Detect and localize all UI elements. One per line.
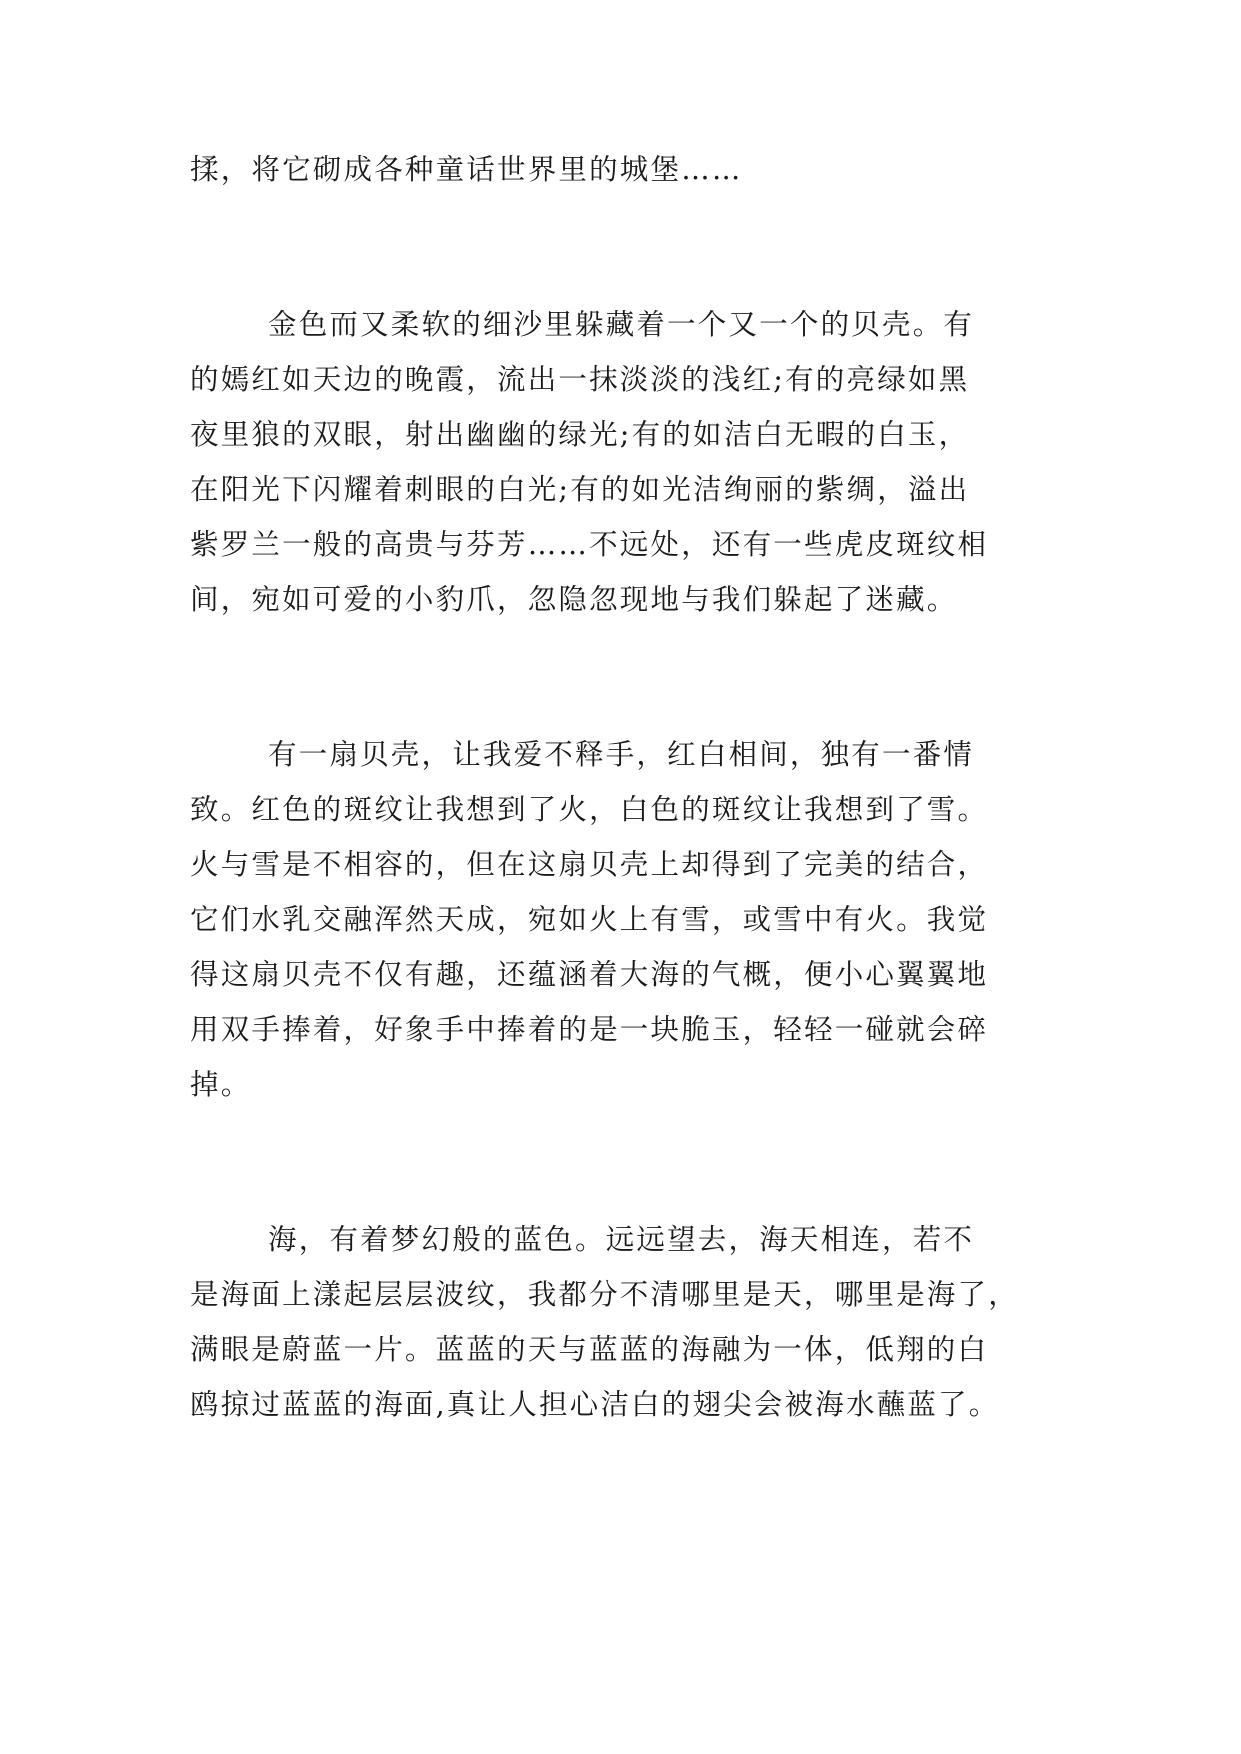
paragraph-2-line-6: 间，宛如可爱的小豹爪，忽隐忽现地与我们躲起了迷藏。 bbox=[190, 583, 958, 616]
paragraph-4-line-1: 海，有着梦幻般的蓝色。远远望去，海天相连，若不 bbox=[268, 1223, 975, 1256]
paragraph-2-line-2: 的嫣红如天边的晚霞，流出一抹淡淡的浅红;有的亮绿如黑 bbox=[190, 363, 970, 396]
paragraph-3-line-4: 它们水乳交融浑然天成，宛如火上有雪，或雪中有火。我觉 bbox=[190, 903, 989, 936]
paragraph-4-line-3: 满眼是蔚蓝一片。蓝蓝的天与蓝蓝的海融为一体，低翔的白 bbox=[190, 1333, 989, 1366]
paragraph-2-line-5: 紫罗兰一般的高贵与芬芳……不远处，还有一些虎皮斑纹相 bbox=[190, 528, 989, 561]
paragraph-3-line-7: 掉。 bbox=[190, 1068, 252, 1101]
paragraph-3-line-5: 得这扇贝壳不仅有趣，还蕴涵着大海的气概，便小心翼翼地 bbox=[190, 958, 989, 991]
paragraph-2-line-3: 夜里狼的双眼，射出幽幽的绿光;有的如洁白无暇的白玉， bbox=[190, 418, 970, 451]
paragraph-3-line-3: 火与雪是不相容的，但在这扇贝壳上却得到了完美的结合， bbox=[190, 848, 989, 881]
paragraph-1-line-1: 揉，将它砌成各种童话世界里的城堡…… bbox=[190, 153, 743, 186]
paragraph-3-line-6: 用双手捧着，好象手中捧着的是一块脆玉，轻轻一碰就会碎 bbox=[190, 1013, 989, 1046]
paragraph-4-line-4: 鸥掠过蓝蓝的海面,真让人担心洁白的翅尖会被海水蘸蓝了。 bbox=[190, 1388, 1000, 1421]
paragraph-2-line-4: 在阳光下闪耀着刺眼的白光;有的如光洁绚丽的紫绸，溢出 bbox=[190, 473, 970, 506]
paragraph-3-line-2: 致。红色的斑纹让我想到了火，白色的斑纹让我想到了雪。 bbox=[190, 793, 989, 826]
paragraph-2-line-1: 金色而又柔软的细沙里躲藏着一个又一个的贝壳。有 bbox=[268, 308, 975, 341]
paragraph-4-line-2: 是海面上漾起层层波纹，我都分不清哪里是天，哪里是海了， bbox=[190, 1278, 1019, 1311]
paragraph-3-line-1: 有一扇贝壳，让我爱不释手，红白相间，独有一番情 bbox=[268, 738, 975, 771]
